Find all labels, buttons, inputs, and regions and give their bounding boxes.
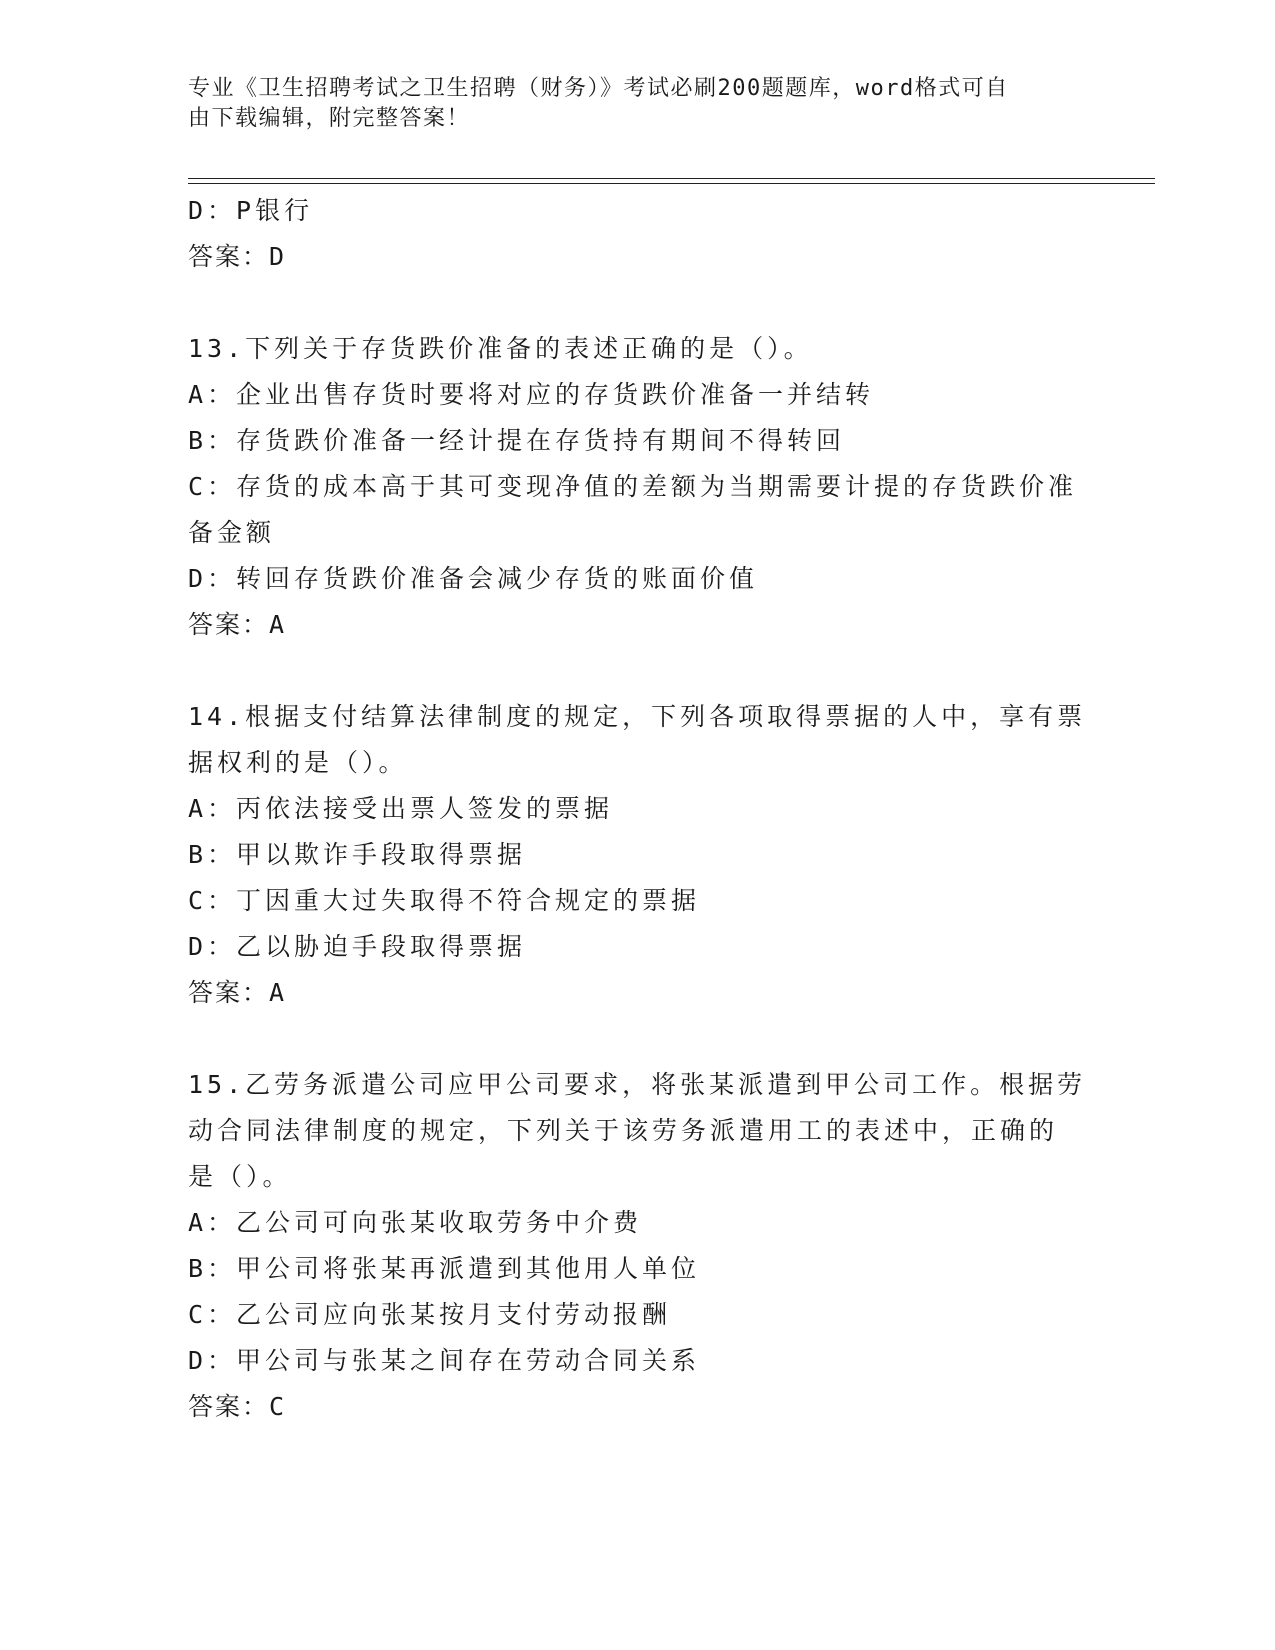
answer-line	[188, 602, 1088, 648]
spacer	[188, 280, 1088, 326]
option-d: D：P银行	[188, 196, 314, 225]
question-13	[188, 326, 1088, 648]
answer-value: D	[269, 242, 287, 271]
option-c-continued: 备金额	[188, 518, 276, 547]
option-a: A：乙公司可向张某收取劳务中介费	[188, 1208, 643, 1237]
answer-label: 答案：	[188, 242, 270, 271]
answer-line	[188, 970, 1088, 1016]
header-rule-top	[188, 178, 1155, 179]
option-b: B：甲以欺诈手段取得票据	[188, 840, 527, 869]
question-stem: 13.下列关于存货跌价准备的表述正确的是（）。	[188, 334, 813, 363]
answer-label: 答案：	[188, 610, 270, 639]
option-c: C：存货的成本高于其可变现净值的差额为当期需要计提的存货跌价准	[188, 472, 1078, 501]
spacer	[188, 648, 1088, 694]
answer-label: 答案：	[188, 978, 270, 1007]
option-b: B：存货跌价准备一经计提在存货持有期间不得转回	[188, 426, 846, 455]
question-stem-continued: 是（）。	[188, 1162, 292, 1191]
answer-value: A	[269, 610, 287, 639]
option-a: A：企业出售存货时要将对应的存货跌价准备一并结转	[188, 380, 875, 409]
question-stem: 14.根据支付结算法律制度的规定，下列各项取得票据的人中，享有票	[188, 702, 1087, 731]
previous-question-tail	[188, 188, 1088, 280]
option-d: D：甲公司与张某之间存在劳动合同关系	[188, 1346, 701, 1375]
document-header	[188, 74, 1088, 134]
answer-value: C	[269, 1392, 287, 1421]
header-line-2: 由下载编辑，附完整答案！	[188, 106, 471, 131]
question-content	[188, 188, 1088, 1430]
answer-value: A	[269, 978, 287, 1007]
question-stem: 15.乙劳务派遣公司应甲公司要求，将张某派遣到甲公司工作。根据劳	[188, 1070, 1087, 1099]
option-b: B：甲公司将张某再派遣到其他用人单位	[188, 1254, 701, 1283]
question-stem-continued: 据权利的是（）。	[188, 748, 408, 777]
question-14	[188, 694, 1088, 1016]
question-15	[188, 1062, 1088, 1430]
option-c: C：丁因重大过失取得不符合规定的票据	[188, 886, 701, 915]
option-c: C：乙公司应向张某按月支付劳动报酬	[188, 1300, 672, 1329]
header-rule-bottom	[188, 183, 1155, 184]
option-a: A：丙依法接受出票人签发的票据	[188, 794, 614, 823]
answer-line	[188, 234, 1088, 280]
answer-line	[188, 1384, 1088, 1430]
spacer	[188, 1016, 1088, 1062]
option-d: D：转回存货跌价准备会减少存货的账面价值	[188, 564, 759, 593]
header-line-1: 专业《卫生招聘考试之卫生招聘（财务）》考试必刷200题题库，word格式可自	[188, 76, 1009, 101]
answer-label: 答案：	[188, 1392, 270, 1421]
question-stem-continued: 动合同法律制度的规定，下列关于该劳务派遣用工的表述中，正确的	[188, 1116, 1059, 1145]
option-d: D：乙以胁迫手段取得票据	[188, 932, 527, 961]
